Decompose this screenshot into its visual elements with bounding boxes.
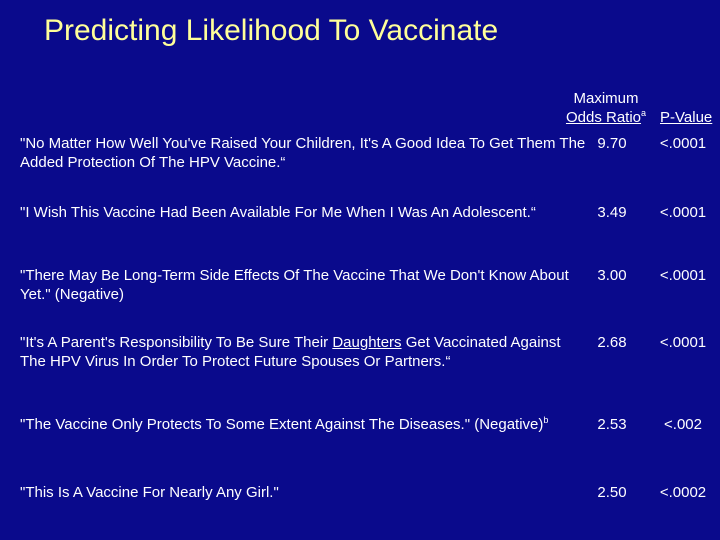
p-value-6: <.0002 (659, 484, 707, 501)
odds-ratio-3: 3.00 (597, 267, 627, 284)
odds-ratio-6: 2.50 (597, 484, 627, 501)
statement-2: "I Wish This Vaccine Had Been Available For Me When I Was An Adolescent.“ (20, 204, 536, 221)
odds-ratio-5: 2.53 (597, 416, 627, 433)
statement-1: "No Matter How Well You've Raised Your Children, It's A Good Idea To Get Them The Added Protection Of The HPV Vaccine.“ (20, 135, 586, 171)
statement-6: "This Is A Vaccine For Nearly Any Girl." (20, 484, 279, 501)
statement-4-part-1: "It's A Parent's Responsibility To Be Sure Their (20, 334, 333, 351)
footnote-marker-b: b (543, 415, 549, 425)
p-value-5: <.002 (664, 416, 702, 433)
statement-5-text: "The Vaccine Only Protects To Some Extent Against The Diseases." (Negative) (20, 416, 544, 433)
statement-5 (20, 415, 590, 434)
p-value-2: <.0001 (659, 204, 707, 221)
column-header-odds-ratio (560, 89, 652, 127)
page-title: Predicting Likelihood To Vaccinate (44, 14, 499, 47)
p-value-4: <.0001 (659, 334, 707, 351)
statement-3: "There May Be Long-Term Side Effects Of The Vaccine That We Don't Know About Yet." (Negative) (20, 267, 569, 303)
column-header-p-value: P-Value (660, 109, 713, 126)
odds-ratio-1: 9.70 (597, 135, 627, 152)
footnote-marker-a: a (641, 108, 647, 118)
odds-ratio-2: 3.49 (597, 204, 627, 221)
statement-4 (20, 333, 590, 371)
odds-ratio-4: 2.68 (597, 334, 627, 351)
p-value-1: <.0001 (659, 135, 707, 152)
statement-4-underlined: Daughters (332, 334, 402, 351)
p-value-3: <.0001 (659, 267, 707, 284)
column-header-odds-ratio-line1: Maximum (573, 90, 639, 107)
column-header-odds-ratio-label: Odds Ratio (565, 109, 642, 126)
column-header-odds-ratio-line2 (560, 108, 652, 127)
statement-4-part-2: Get Vaccinated Against The HPV Virus In Order To Protect Future Spouses Or Partners.“ (20, 334, 561, 370)
